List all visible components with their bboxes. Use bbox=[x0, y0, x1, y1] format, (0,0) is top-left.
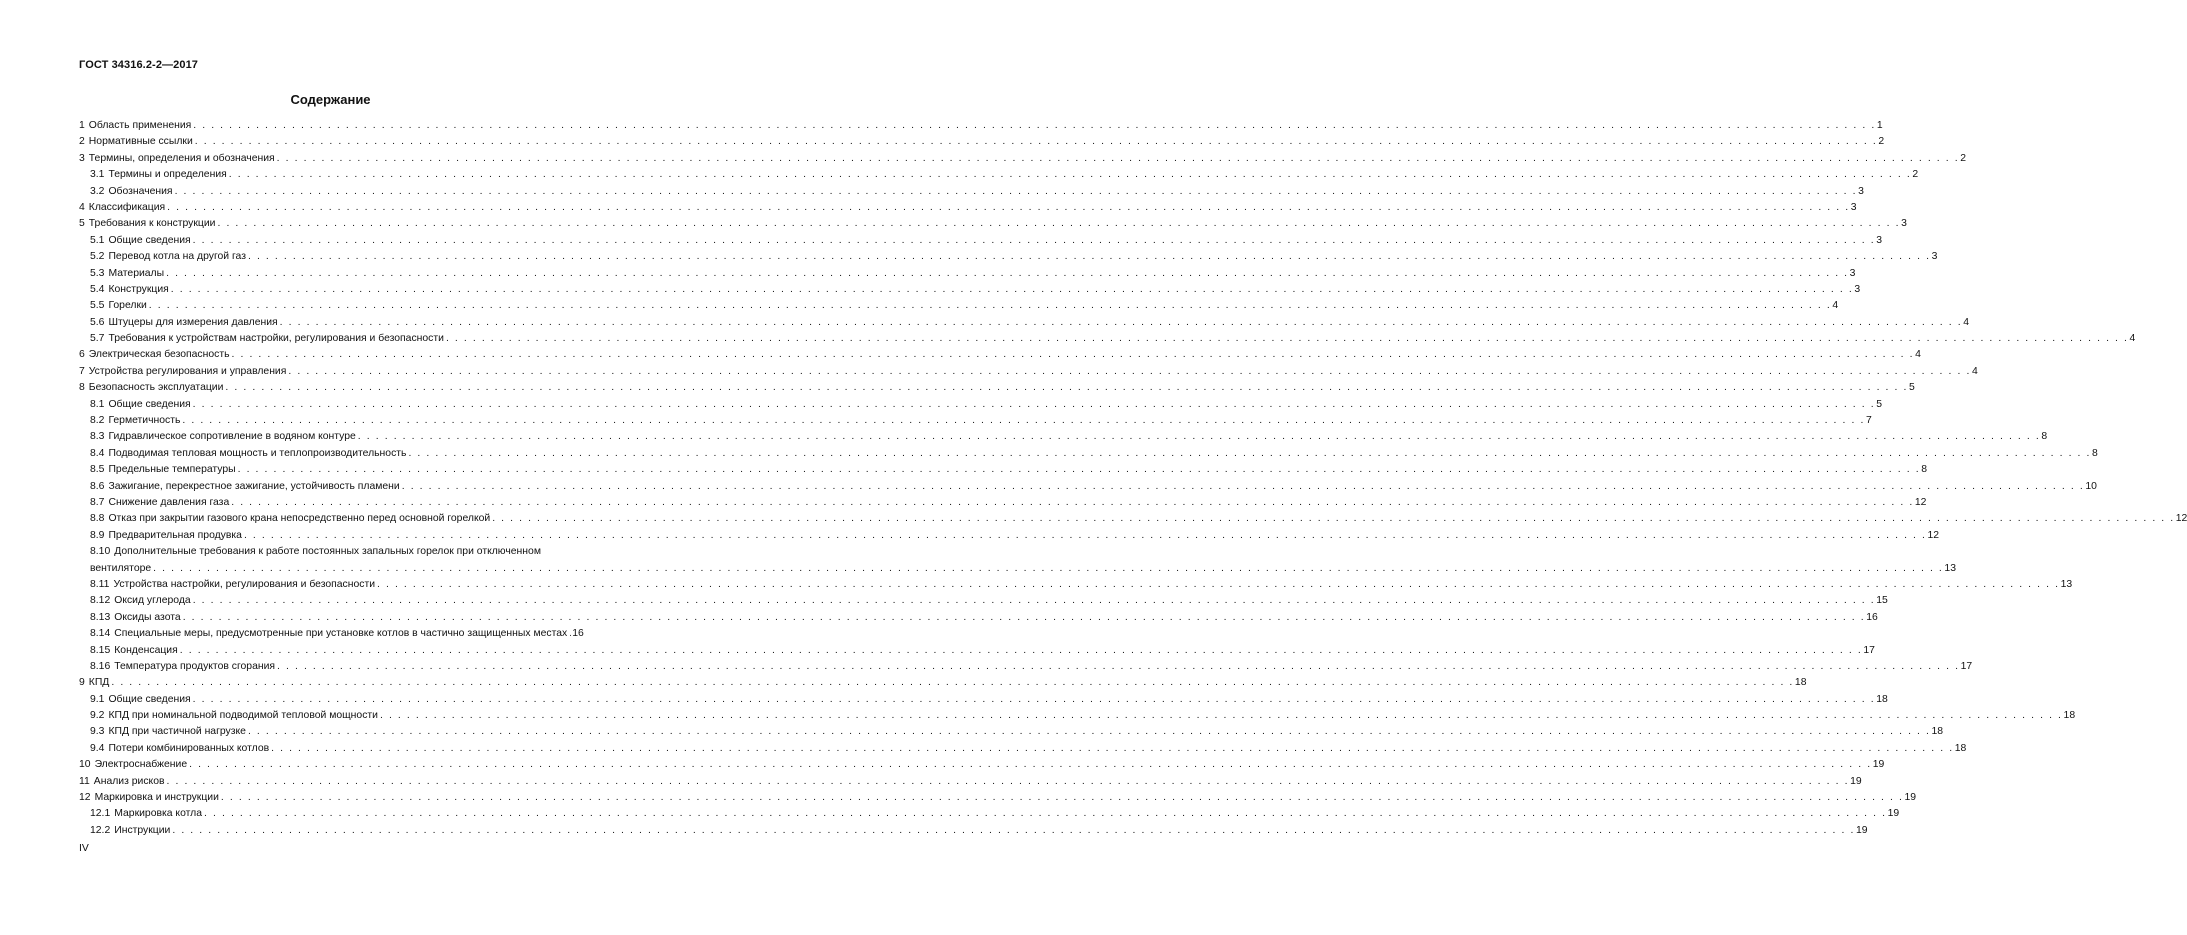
toc-entry-title: Обозначения bbox=[108, 185, 173, 197]
toc-entry-number: 1 bbox=[79, 120, 85, 131]
toc-entry[interactable] bbox=[79, 298, 1839, 314]
toc-entry-title: Электрическая безопасность bbox=[88, 349, 230, 361]
toc-entry-title: Перевод котла на другой газ bbox=[108, 251, 246, 263]
toc-entry-page: 18 bbox=[1794, 677, 1807, 689]
toc-entry-page: 12 bbox=[1927, 529, 1940, 541]
toc-entry-page: 8 bbox=[2041, 431, 2048, 443]
toc-entry-page: 18 bbox=[1931, 726, 1944, 738]
toc-entry-title: КПД bbox=[88, 677, 110, 689]
toc-entry[interactable] bbox=[79, 413, 1872, 429]
toc-entry-number: 8.7 bbox=[90, 496, 105, 508]
toc-entry-title: Гидравлическое сопротивление в водяном контуре bbox=[108, 431, 356, 443]
toc-entry[interactable] bbox=[79, 347, 1921, 363]
toc-entry-page: 3 bbox=[1850, 201, 1857, 213]
toc-leader-dots: . . . . . . . . . . . . . . . . . . . . . . . . . . . . . . . . . . . . . . . . . . . . . . . . . . . . . . . . . . . . . . . . . . . . . . . . . . . . . . . . . . . . . . . . . . . . . . . . . . . . . . . . . . . . . . . . . . . . . . . . . . . . . . . . . . . . . . . . . . . . . . . . . . . . . . . . . . . . . . . . . . . . . . . . . . . . . . . . . . . . . . . . . . . . . . . . . . . . . . . . bbox=[153, 562, 1944, 574]
toc-entry-number: 12.1 bbox=[90, 808, 111, 820]
toc-entry[interactable] bbox=[79, 544, 1956, 577]
toc-entry[interactable] bbox=[79, 479, 2097, 495]
toc-entry-number: 8.14 bbox=[90, 628, 111, 640]
toc-entry[interactable] bbox=[79, 249, 1938, 265]
toc-leader-dots bbox=[277, 151, 1960, 167]
toc-entry-number: 8.3 bbox=[90, 431, 105, 443]
toc-entry-title: Горелки bbox=[108, 300, 147, 312]
toc-entry-title: Общие сведения bbox=[108, 693, 191, 705]
toc-entry-page: 4 bbox=[1971, 365, 1978, 377]
toc-entry[interactable] bbox=[79, 151, 1967, 167]
toc-leader-dots bbox=[195, 134, 1878, 150]
toc-entry-title: КПД при частичной нагрузке bbox=[108, 726, 246, 738]
toc-entry-page: 18 bbox=[2063, 710, 2076, 722]
toc-entry-title: Герметичность bbox=[108, 415, 181, 427]
toc-entry-number: 4 bbox=[79, 201, 85, 213]
toc-entry[interactable] bbox=[79, 397, 1883, 413]
toc-entry-title: Область применения bbox=[88, 120, 192, 131]
toc-entry-title: Специальные меры, предусмотренные при установке котлов в частично защищенных местах bbox=[114, 628, 568, 640]
toc-entry[interactable] bbox=[79, 462, 1927, 478]
toc-entry-number: 2 bbox=[79, 136, 85, 148]
toc-entry-title: Термины и определения bbox=[108, 169, 227, 181]
toc-entry-page: 16 bbox=[572, 628, 584, 640]
toc-leader-dots bbox=[193, 397, 1876, 413]
toc-entry[interactable] bbox=[79, 364, 1978, 380]
toc-entry-page: 4 bbox=[1915, 349, 1921, 361]
toc-entry-page: 18 bbox=[1876, 693, 1888, 705]
toc-entry-title: КПД при номинальной подводимой тепловой мощности bbox=[108, 710, 378, 722]
toc-leader-dots bbox=[358, 429, 2041, 445]
toc-entry-title: Потери комбинированных котлов bbox=[108, 742, 270, 754]
toc-entry[interactable] bbox=[79, 315, 1970, 331]
toc-entry-title: Требования к устройствам настройки, регулирования и безопасности bbox=[108, 333, 444, 345]
toc-entry-number: 5.7 bbox=[90, 333, 105, 345]
toc-entry[interactable] bbox=[79, 692, 1888, 708]
toc-entry[interactable] bbox=[79, 774, 1862, 790]
toc-entry-page: 19 bbox=[1872, 759, 1885, 771]
toc-entry[interactable] bbox=[79, 118, 1883, 134]
toc-entry-title: Дополнительные требования к работе постоянных запальных горелок при отключенном bbox=[114, 546, 541, 558]
toc-entry-title: Безопасность эксплуатации bbox=[88, 382, 224, 394]
toc-entry-title-continued: вентиляторе bbox=[90, 562, 152, 574]
toc-entry[interactable] bbox=[79, 429, 2048, 445]
toc-leader-dots bbox=[221, 790, 1904, 806]
toc-entry[interactable] bbox=[79, 331, 2136, 347]
toc-leader-dots bbox=[183, 610, 1866, 626]
toc-entry[interactable] bbox=[79, 216, 1907, 232]
toc-entry-page: 4 bbox=[1832, 300, 1839, 312]
toc-entry[interactable] bbox=[79, 643, 1875, 659]
toc-entry-page: 12 bbox=[1914, 496, 1927, 508]
toc-entry-number: 9.4 bbox=[90, 742, 105, 754]
toc-entry-page: 5 bbox=[1909, 382, 1915, 394]
toc-entry-title: Маркировка котла bbox=[114, 808, 203, 820]
toc-entry-number: 8.8 bbox=[90, 513, 105, 525]
toc-entry-number: 3.1 bbox=[90, 169, 105, 181]
toc-leader-dots bbox=[172, 823, 1855, 839]
toc-entry-page: 3 bbox=[1854, 283, 1861, 295]
toc-entry-number: 8 bbox=[79, 382, 85, 394]
toc-entry[interactable] bbox=[79, 823, 1868, 839]
toc-entry-title: Анализ рисков bbox=[93, 775, 165, 787]
toc-entry-page: 16 bbox=[1866, 611, 1878, 623]
toc-entry-title: Термины, определения и обозначения bbox=[88, 152, 275, 164]
toc-entry-title: Конструкция bbox=[108, 283, 169, 295]
toc-entry-title: Общие сведения bbox=[108, 398, 191, 410]
toc-entry-page: 3 bbox=[1931, 251, 1938, 263]
toc-entry-page: 1 bbox=[1876, 120, 1883, 131]
toc-entry-page: 7 bbox=[1865, 415, 1872, 427]
toc-entry-page: 17 bbox=[1863, 644, 1875, 656]
toc-entry-page: 18 bbox=[1954, 742, 1967, 754]
toc-entry-number: 5.3 bbox=[90, 267, 105, 279]
toc-entry-page: 2 bbox=[1878, 136, 1885, 148]
toc-entry[interactable] bbox=[79, 233, 1883, 249]
toc-leader-dots bbox=[193, 692, 1876, 708]
toc-entry-title: Общие сведения bbox=[108, 234, 191, 246]
toc-leader-dots bbox=[569, 626, 571, 642]
toc-entry-number: 8.9 bbox=[90, 529, 105, 541]
toc-leader-dots bbox=[171, 282, 1854, 298]
toc-leader-dots bbox=[248, 724, 1931, 740]
toc-entry[interactable] bbox=[79, 282, 1861, 298]
toc-entry-number: 8.2 bbox=[90, 415, 105, 427]
toc-entry-page: 19 bbox=[1850, 775, 1862, 787]
toc-entry-page: 2 bbox=[1912, 169, 1919, 181]
toc-leader-dots bbox=[402, 479, 2085, 495]
table-of-contents bbox=[79, 118, 2187, 839]
toc-entry-title: Оксид углерода bbox=[114, 595, 191, 607]
toc-entry-page: 3 bbox=[1849, 267, 1856, 279]
toc-entry-number: 3.2 bbox=[90, 185, 105, 197]
toc-entry-number: 9.1 bbox=[90, 693, 105, 705]
toc-entry[interactable] bbox=[79, 577, 2073, 593]
toc-entry-number: 12 bbox=[79, 792, 91, 804]
toc-entry[interactable] bbox=[79, 806, 1900, 822]
toc-entry[interactable] bbox=[79, 528, 1940, 544]
toc-leader-dots bbox=[193, 593, 1876, 609]
toc-leader-dots bbox=[248, 249, 1931, 265]
toc-entry-title: Отказ при закрытии газового крана непосредственно перед основной горелкой bbox=[108, 513, 491, 525]
toc-leader-dots bbox=[288, 364, 1971, 380]
toc-leader-dots bbox=[225, 380, 1908, 396]
toc-entry-title: Классификация bbox=[88, 201, 166, 213]
toc-entry-page: 4 bbox=[2129, 333, 2136, 345]
toc-leader-dots bbox=[244, 528, 1927, 544]
toc-entry-title: Штуцеры для измерения давления bbox=[108, 316, 278, 328]
toc-entry-title: Устройства регулирования и управления bbox=[88, 365, 287, 377]
toc-leader-dots bbox=[175, 184, 1858, 200]
toc-entry-title: Предварительная продувка bbox=[108, 529, 242, 541]
toc-entry-number: 8.12 bbox=[90, 595, 111, 607]
toc-entry-number: 8.15 bbox=[90, 644, 111, 656]
toc-entry-title: Нормативные ссылки bbox=[88, 136, 193, 148]
toc-entry-number: 7 bbox=[79, 365, 85, 377]
toc-entry-page: 17 bbox=[1960, 660, 1973, 672]
toc-entry-number: 8.4 bbox=[90, 447, 105, 459]
toc-entry-number: 5.4 bbox=[90, 283, 105, 295]
toc-entry-title: Снижение давления газа bbox=[108, 496, 230, 508]
toc-entry-page: 3 bbox=[1876, 234, 1883, 246]
toc-leader-dots bbox=[167, 200, 1850, 216]
toc-entry-page: 15 bbox=[1876, 595, 1888, 607]
toc-entry-number: 6 bbox=[79, 349, 85, 361]
toc-entry-title: Инструкции bbox=[114, 824, 171, 836]
toc-entry-page: 3 bbox=[1901, 218, 1907, 230]
toc-entry-number: 9 bbox=[79, 677, 85, 689]
toc-entry-title: Предельные температуры bbox=[108, 464, 236, 476]
toc-leader-dots bbox=[180, 643, 1863, 659]
toc-leader-dots bbox=[446, 331, 2129, 347]
toc-entry-page: 8 bbox=[2092, 447, 2098, 459]
toc-entry[interactable] bbox=[79, 724, 1944, 740]
toc-entry[interactable] bbox=[79, 446, 2098, 462]
toc-entry[interactable] bbox=[79, 184, 1864, 200]
toc-entry-title: Температура продуктов сгорания bbox=[114, 660, 276, 672]
toc-leader-dots bbox=[182, 413, 1865, 429]
toc-entry-page: 13 bbox=[1944, 562, 1956, 574]
toc-leader-dots bbox=[189, 757, 1872, 773]
toc-entry[interactable] bbox=[79, 675, 1807, 691]
toc-entry-number: 5.5 bbox=[90, 300, 105, 312]
toc-entry-page: 8 bbox=[1921, 464, 1927, 476]
toc-leader-dots bbox=[193, 233, 1876, 249]
toc-entry-page: 19 bbox=[1904, 792, 1917, 804]
toc-entry[interactable] bbox=[79, 593, 1888, 609]
toc-entry-number: 5 bbox=[79, 218, 85, 230]
toc-leader-dots bbox=[408, 446, 2091, 462]
toc-entry-title: Зажигание, перекрестное зажигание, устойчивость пламени bbox=[108, 480, 400, 492]
toc-entry[interactable] bbox=[79, 741, 1967, 757]
toc-leader-dots bbox=[166, 266, 1849, 282]
toc-leader-dots bbox=[229, 167, 1912, 183]
toc-entry-title: Оксиды азота bbox=[114, 611, 181, 623]
toc-leader-dots bbox=[217, 216, 1900, 232]
toc-entry-number: 8.13 bbox=[90, 611, 111, 623]
toc-entry[interactable] bbox=[79, 380, 1915, 396]
toc-entry[interactable] bbox=[79, 200, 1857, 216]
toc-entry[interactable] bbox=[79, 708, 2076, 724]
toc-entry-page: 4 bbox=[1963, 316, 1970, 328]
toc-entry-page: 19 bbox=[1855, 824, 1868, 836]
toc-entry[interactable] bbox=[79, 790, 1917, 806]
toc-entry[interactable] bbox=[79, 610, 1878, 626]
toc-leader-dots bbox=[380, 708, 2063, 724]
page-number: IV bbox=[79, 843, 89, 854]
toc-leader-dots bbox=[111, 675, 1794, 691]
toc-entry-title: Требования к конструкции bbox=[88, 218, 216, 230]
toc-leader-dots bbox=[232, 347, 1915, 363]
toc-entry-title: Материалы bbox=[108, 267, 165, 279]
toc-entry-page: 12 bbox=[2175, 513, 2187, 525]
toc-leader-dots bbox=[271, 741, 1954, 757]
toc-entry-number: 8.10 bbox=[90, 546, 111, 558]
toc-entry-number: 3 bbox=[79, 152, 85, 164]
toc-entry-number: 8.6 bbox=[90, 480, 105, 492]
toc-entry-number: 12.2 bbox=[90, 824, 111, 836]
toc-entry-title: Устройства настройки, регулирования и безопасности bbox=[113, 578, 376, 590]
toc-entry-title: Подводимая тепловая мощность и теплопроизводительность bbox=[108, 447, 407, 459]
toc-entry[interactable] bbox=[79, 167, 1919, 183]
toc-entry-number: 8.16 bbox=[90, 660, 111, 672]
toc-entry-number: 11 bbox=[79, 775, 90, 787]
toc-entry-number: 5.1 bbox=[90, 234, 105, 246]
toc-entry-title: Электроснабжение bbox=[94, 759, 188, 771]
toc-entry-number: 8.5 bbox=[90, 464, 105, 476]
toc-entry[interactable] bbox=[79, 134, 1885, 150]
toc-entry-number: 5.2 bbox=[90, 251, 105, 263]
toc-entry-page: 5 bbox=[1876, 398, 1883, 410]
toc-entry-number: 8.1 bbox=[90, 398, 105, 410]
toc-entry-number: 9.3 bbox=[90, 726, 105, 738]
toc-entry[interactable] bbox=[79, 659, 1973, 675]
toc-entry-title: Конденсация bbox=[114, 644, 178, 656]
toc-entry[interactable] bbox=[79, 626, 614, 642]
toc-entry-title: Маркировка и инструкции bbox=[94, 792, 219, 804]
toc-entry-page: 13 bbox=[2060, 578, 2073, 590]
toc-entry-page: 19 bbox=[1887, 808, 1900, 820]
toc-leader-dots bbox=[280, 315, 1963, 331]
toc-leader-dots bbox=[149, 298, 1832, 314]
toc-entry[interactable] bbox=[79, 495, 1927, 511]
toc-leader-dots bbox=[193, 118, 1876, 134]
toc-entry-number: 9.2 bbox=[90, 710, 105, 722]
toc-entry-page: 10 bbox=[2085, 480, 2097, 492]
toc-leader-dots bbox=[492, 511, 2175, 527]
toc-entry-page: 3 bbox=[1858, 185, 1864, 197]
toc-leader-dots bbox=[167, 774, 1850, 790]
toc-leader-dots bbox=[238, 462, 1921, 478]
toc-entry-number: 8.11 bbox=[90, 578, 110, 590]
toc-entry[interactable] bbox=[79, 266, 1856, 282]
page-title: Содержание bbox=[290, 92, 371, 107]
toc-leader-dots bbox=[277, 659, 1960, 675]
toc-entry-number: 5.6 bbox=[90, 316, 105, 328]
toc-leader-dots bbox=[377, 577, 2060, 593]
toc-leader-dots bbox=[231, 495, 1914, 511]
toc-entry[interactable] bbox=[79, 511, 2187, 527]
toc-entry[interactable] bbox=[79, 757, 1885, 773]
toc-entry-number: 10 bbox=[79, 759, 91, 771]
document-header: ГОСТ 34316.2-2—2017 bbox=[79, 59, 199, 71]
toc-leader-dots bbox=[204, 806, 1887, 822]
toc-entry-page: 2 bbox=[1960, 152, 1967, 164]
